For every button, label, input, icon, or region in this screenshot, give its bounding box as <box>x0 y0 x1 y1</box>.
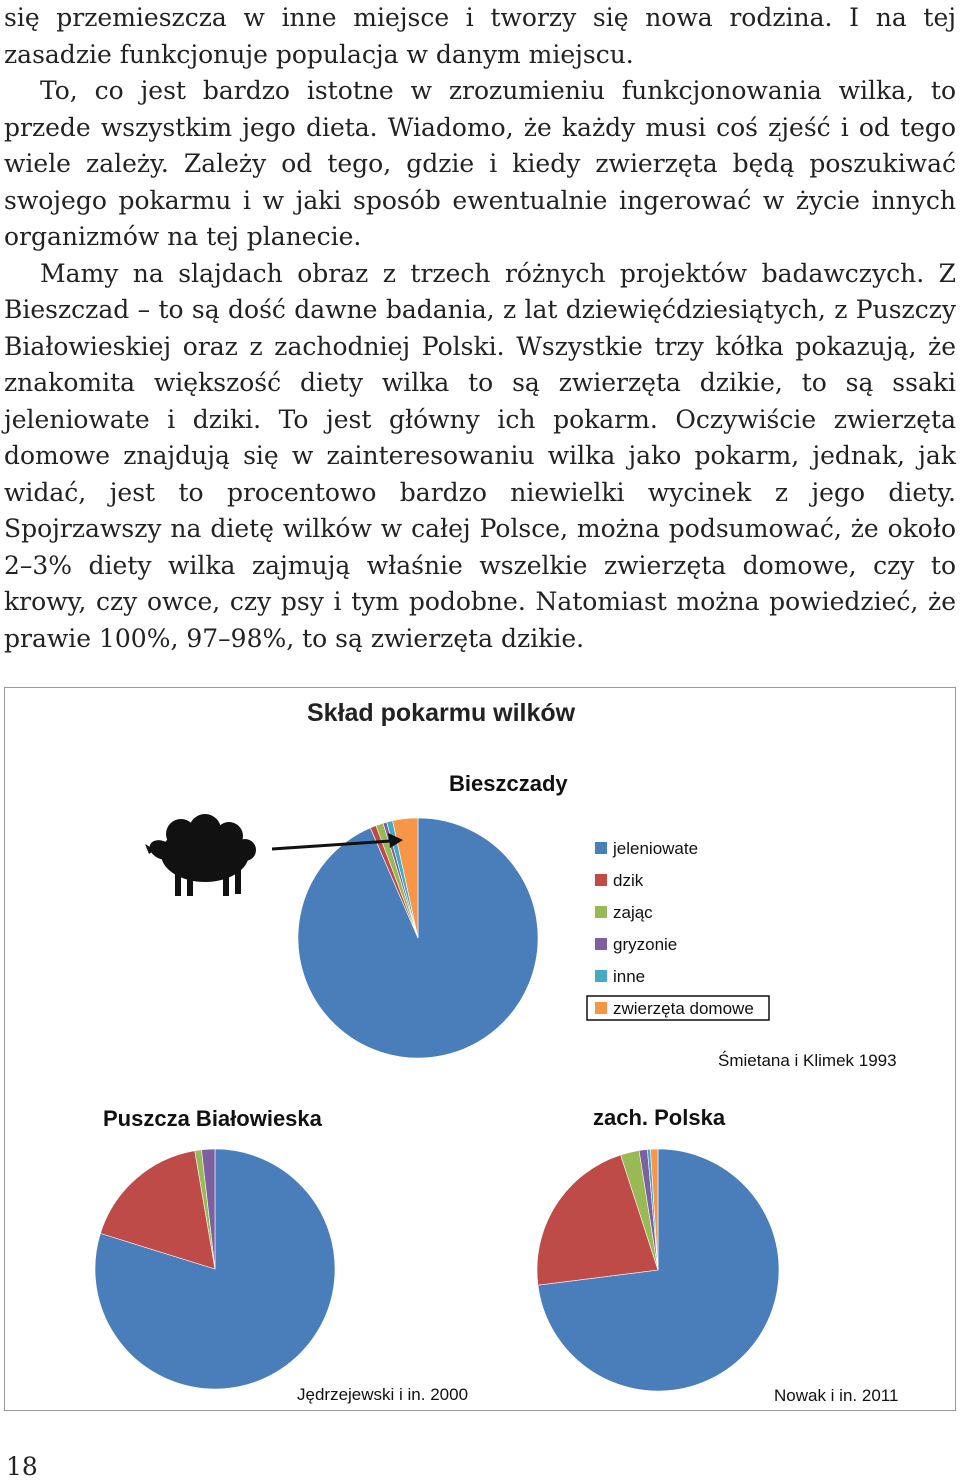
legend-bieszczady <box>587 839 769 1020</box>
source-bialowieska: Jędrzejewski i in. 2000 <box>297 1385 469 1404</box>
source-bieszczady: Śmietana i Klimek 1993 <box>718 1051 897 1070</box>
legend-label-zwierzeta-domowe: zwierzęta domowe <box>613 999 754 1018</box>
page-number: 18 <box>6 1452 38 1481</box>
legend-swatch-zajac <box>595 906 607 918</box>
body-text <box>4 0 956 657</box>
legend-label-dzik: dzik <box>613 871 644 890</box>
legend-swatch-zwierzeta-domowe <box>595 1002 607 1014</box>
paragraph-3: Mamy na slajdach obraz z trzech różnych projektów badawczych. Z Bieszczad – to są dość dawne badania, z lat dziewięćdziesiątych, z Puszczy Białowieskiej oraz z zachodniej Polski. Wszystkie trzy kółka pokazują, że znakomita większość diety wilka to są zwierzęta dzikie, to są ssaki jeleniowate i dziki. To jest główny ich pokarm. Oczywiście zwierzęta domowe znajdują się w zainteresowaniu wilka jako pokarm, jednak, jak widać, jest to procentowo bardzo niewielki wycinek z jego diety. Spojrzawszy na dietę wilków w całej Polsce, można podsumować, że około 2–3% diety wilka zajmują właśnie wszelkie zwierzęta domowe, czy to krowy, czy owce, czy psy i tym podobne. Natomiast można powiedzieć, że prawie 100%, 97–98%, to są zwierzęta dzikie. <box>4 258 956 653</box>
legend-label-zajac: zając <box>613 903 653 922</box>
sheep-icon <box>145 814 256 896</box>
legend-label-jeleniowate: jeleniowate <box>613 839 699 858</box>
pie-chart-bieszczady <box>298 818 538 1058</box>
legend-label-gryzonie: gryzonie <box>613 935 678 954</box>
legend-swatch-jeleniowate <box>595 842 607 854</box>
pie-chart-zach-polska <box>537 1149 779 1391</box>
legend-swatch-inne <box>595 970 607 982</box>
diet-figure <box>4 687 956 1411</box>
chart-title-bieszczady: Bieszczady <box>449 771 568 796</box>
chart-title-zach-polska: zach. Polska <box>593 1105 726 1130</box>
chart-title-bialowieska: Puszcza Białowieska <box>103 1106 322 1131</box>
pie-chart-bialowieska <box>95 1149 335 1389</box>
figure-title: Skład pokarmu wilków <box>307 699 576 727</box>
legend-label-inne: inne <box>613 967 646 986</box>
legend-swatch-dzik <box>595 874 607 886</box>
paragraph-1: się przemieszcza w inne miejsce i tworzy się nowa rodzina. I na tej zasadzie funkcjonuje populacja w danym miejscu. <box>4 3 956 69</box>
legend-swatch-gryzonie <box>595 938 607 950</box>
diet-figure-canvas <box>5 688 957 1412</box>
paragraph-2: To, co jest bardzo istotne w zrozumieniu funkcjonowania wilka, to przede wszystkim jego dieta. Wiadomo, że każdy musi coś zjeść i od tego wiele zależy. Zależy od tego, gdzie i kiedy zwierzęta będą poszukiwać swojego pokarmu i w jaki sposób ewentualnie ingerować w życie innych organizmów na tej planecie. <box>4 76 956 251</box>
source-zach-polska: Nowak i in. 2011 <box>774 1386 899 1405</box>
